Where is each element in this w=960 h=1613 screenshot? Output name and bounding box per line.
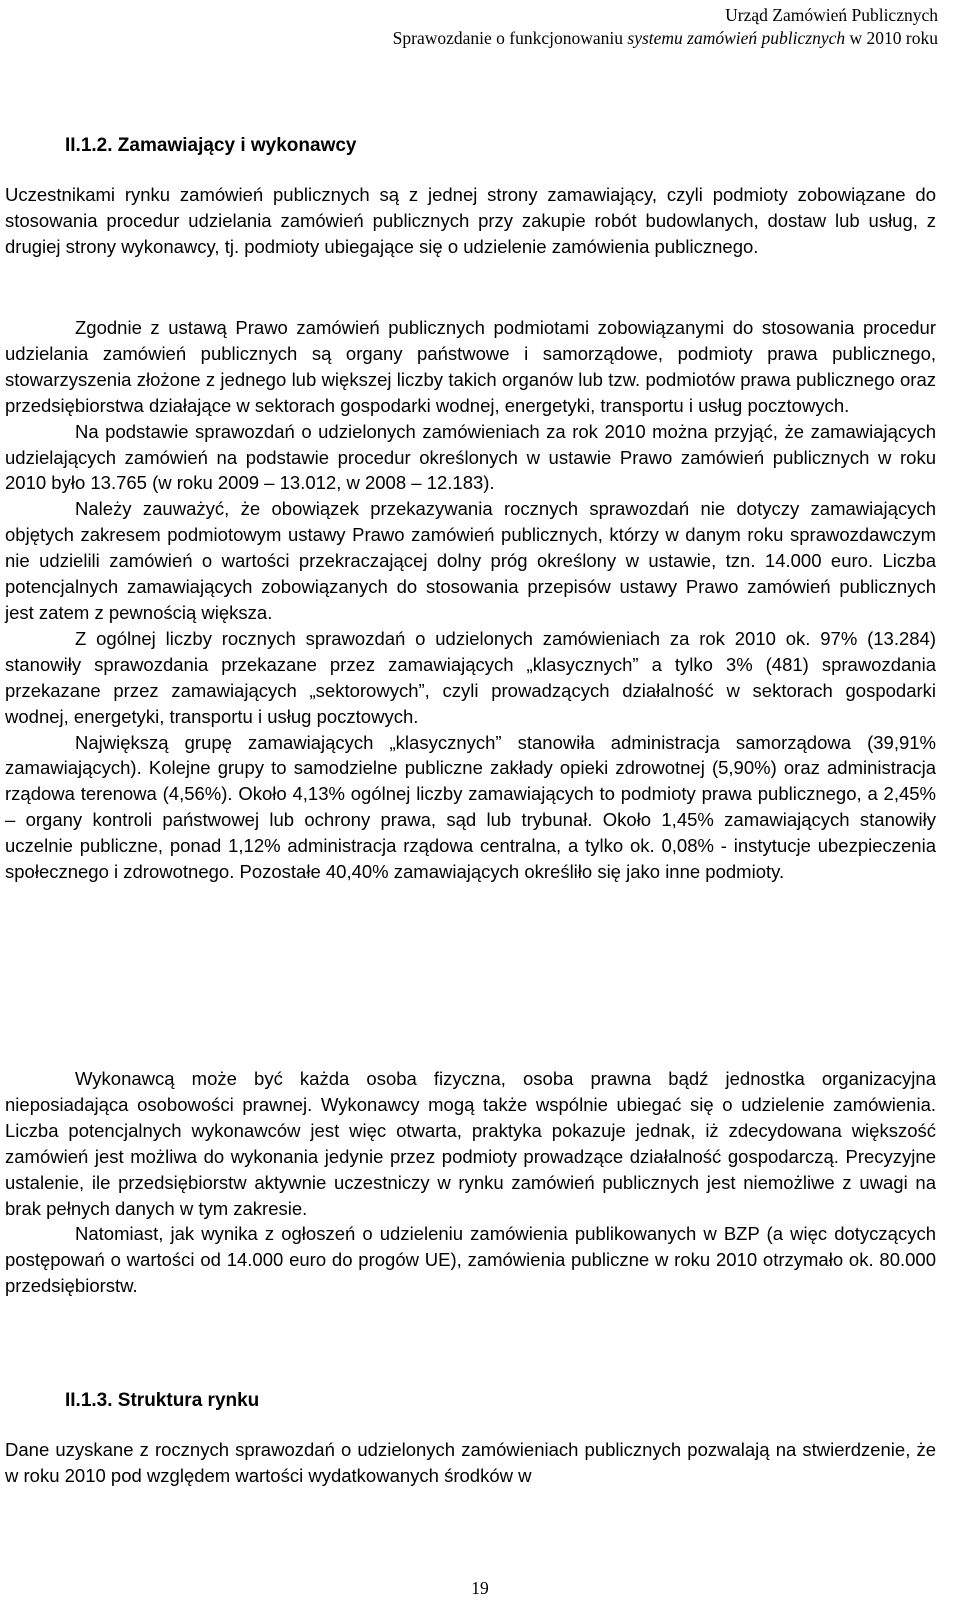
paragraph: Z ogólnej liczby rocznych sprawozdań o udzielonych zamówieniach za rok 2010 ok. 97% (13.284) stanowiły sprawozdania przekazane przez zamawiających „klasycznych” a tylko 3% (481) sprawozdania przekazane przez zamawiających „sektorowych”, czyli prowadzących działalność w sektorach gospodarki wodnej, energetyki, transportu i usług pocztowych.: [5, 627, 936, 727]
paragraph: Uczestnikami rynku zamówień publicznych są z jednej strony zamawiający, czyli podmioty zobowiązane do stosowania procedur udzielania zamówień publicznych przy zakupie robót budowlanych, dostaw lub usług, z drugiej strony wykonawcy, tj. podmioty ubiegające się o udzielenie zamówienia publicznego.: [5, 184, 936, 257]
section-zamawiajacy-body: [5, 315, 936, 885]
paragraph: Wykonawcą może być każda osoba fizyczna, osoba prawna bądź jednostka organizacyjna nieposiadająca osobowości prawnej. Wykonawcy mogą także wspólnie ubiegać się o udzielenie zamówienia. Liczba potencjalnych wykonawców jest więc otwarta, praktyka pokazuje jednak, iż zdecydowana większość zamówień jest możliwa do wykonania jedynie przez podmioty prowadzące działalność gospodarczą. Precyzyjne ustalenie, ile przedsiębiorstw aktywnie uczestniczy w rynku zamówień publicznych jest niemożliwe z uwagi na brak pełnych danych w tym zakresie.: [5, 1068, 936, 1219]
paragraph: Na podstawie sprawozdań o udzielonych zamówieniach za rok 2010 można przyjąć, że zamawiających udzielających zamówień na podstawie procedur określonych w ustawie Prawo zamówień publicznych w roku 2010 było 13.765 (w roku 2009 – 13.012, w 2008 – 12.183).: [5, 420, 936, 494]
running-header: [393, 4, 938, 50]
section-zamawiajacy-intro: [5, 182, 936, 260]
section-heading-zamawiajacy: II.1.2. Zamawiający i wykonawcy: [65, 135, 357, 156]
paragraph: Dane uzyskane z rocznych sprawozdań o udzielonych zamówieniach publicznych pozwalają na stwierdzenie, że w roku 2010 pod względem wartości wydatkowanych środków w: [5, 1439, 936, 1486]
page-number: 19: [471, 1578, 489, 1598]
paragraph: Największą grupę zamawiających „klasycznych” stanowiła administracja samorządowa (39,91% zamawiających). Kolejne grupy to samodzielne publiczne zakłady opieki zdrowotnej (5,90%) oraz administracja rządowa terenowa (4,56%). Około 4,13% ogólnej liczby zamawiających to podmioty prawa publicznego, a 2,45% – organy kontroli państwowej lub ochrony prawa, sąd lub trybunał. Około 1,45% zamawiających stanowiły uczelnie publiczne, ponad 1,12% administracja rządowa centralna, a tylko ok. 0,08% - instytucje ubezpieczenia społecznego i zdrowotnego. Pozostałe 40,40% zamawiających określiło się jako inne podmioty.: [5, 731, 936, 883]
paragraph: Natomiast, jak wynika z ogłoszeń o udzieleniu zamówienia publikowanych w BZP (a więc dotyczących postępowań o wartości od 14.000 euro do progów UE), zamówienia publiczne w roku 2010 otrzymało ok. 80.000 przedsiębiorstw.: [5, 1223, 936, 1297]
section-struktura-rynku: [5, 1437, 936, 1489]
paragraph: Zgodnie z ustawą Prawo zamówień publicznych podmiotami zobowiązanymi do stosowania procedur udzielania zamówień publicznych są organy państwowe i samorządowe, podmioty prawa publicznego, stowarzyszenia złożone z jednego lub większej liczby takich organów lub tzw. podmiotów prawa publicznego oraz przedsiębiorstwa działające w sektorach gospodarki wodnej, energetyki, transportu i usług pocztowych.: [5, 317, 936, 416]
paragraph: Należy zauważyć, że obowiązek przekazywania rocznych sprawozdań nie dotyczy zamawiających objętych zakresem podmiotowym ustawy Prawo zamówień publicznych, którzy w danym roku sprawozdawczym nie udzielili zamówień o wartości przekraczającej dolny próg określony w ustawie, tzn. 14.000 euro. Liczba potencjalnych zamawiających zobowiązanych do stosowania przepisów ustawy Prawo zamówień publicznych jest zatem z pewnością większa.: [5, 498, 936, 623]
section-heading-struktura-rynku: II.1.3. Struktura rynku: [65, 1390, 260, 1411]
section-wykonawcy: [5, 1066, 936, 1299]
header-org: Urząd Zamówień Publicznych: [725, 5, 938, 25]
header-report-title: Sprawozdanie o funkcjonowaniu systemu zamówień publicznych w 2010 roku: [392, 28, 938, 48]
